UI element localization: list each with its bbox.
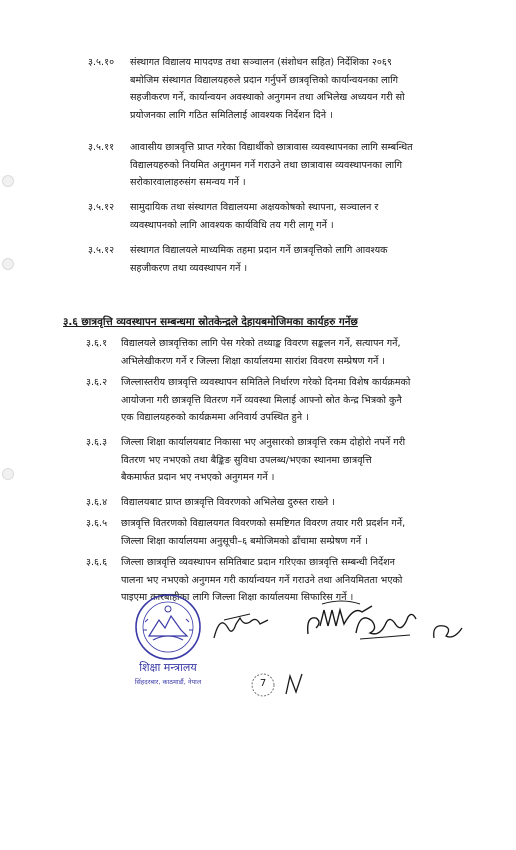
signature-1	[210, 604, 274, 646]
punch-hole	[2, 175, 14, 187]
clause-line: सामुदायिक तथा संस्थागत विद्यालयमा अक्षयकोषको स्थापना, सञ्चालन र	[130, 202, 379, 213]
clause-3-5-10	[88, 54, 500, 124]
clause-line: पाइएमा कारबाहीका लागि जिल्ला शिक्षा कार्यालयमा सिफारिस गर्ने ।	[121, 592, 354, 603]
clause-line: जिल्ला शिक्षा कार्यालयबाट निकासा भए अनुसारको छात्रवृत्ति रकम दोहोरो नपर्ने गरी	[121, 437, 406, 448]
clause-number: ३.६.३	[86, 437, 108, 448]
clause-number: ३.६.६	[86, 557, 108, 568]
clause-3-6-4	[86, 494, 500, 512]
clause-line: व्यवस्थापनको लागि आवश्यक कार्यविधि तय गरी लागू गर्ने ।	[130, 219, 334, 231]
clause-3-6-3	[86, 434, 500, 487]
page-number-badge	[248, 670, 278, 700]
clause-line: प्रयोजनका लागि गठित समितिलाई आवश्यक निर्देशन दिने ।	[130, 109, 333, 121]
clause-line: अभिलेखीकरण गर्ने र जिल्ला शिक्षा कार्यालयमा सारांश विवरण सम्प्रेषण गर्ने ।	[121, 355, 386, 367]
clause-line: जिल्ला शिक्षा कार्यालयमा अनुसूची–६ बमोजिमको ढाँचामा सम्प्रेषण गर्ने ।	[121, 535, 368, 547]
signature-3	[350, 603, 420, 647]
clause-line: आयोजना गरी छात्रवृत्ति वितरण गर्ने व्यवस्था मिलाई आफ्नो स्रोत केन्द्र भित्रको कुनै	[121, 394, 402, 406]
punch-hole	[2, 468, 14, 480]
clause-line: विद्यालयहरुको नियमित अनुगमन गर्ने गराउने तथा छात्रावास व्यवस्थापनका लागि	[130, 159, 403, 171]
ministry-emblem-icon	[131, 592, 205, 662]
clause-line: पालना भए नभएको अनुगमन गरी कार्यान्वयन गर्ने गराउने तथा अनियमितता भएको	[121, 574, 403, 586]
punch-hole	[2, 258, 14, 270]
clause-number: ३.६.५	[86, 518, 108, 529]
clause-line: जिल्ला छात्रवृत्ति व्यवस्थापन समितिबाट प्रदान गरिएका छात्रवृत्ति सम्बन्धी निर्देशन	[121, 557, 395, 568]
clause-line: सहजीकरण तथा व्यवस्थापन गर्ने ।	[130, 262, 248, 274]
clause-number: ३.६.४	[86, 497, 108, 508]
signature-4	[428, 616, 468, 646]
clause-number: ३.५.१०	[88, 57, 115, 68]
clause-line: छात्रवृत्ति वितरणको विद्यालयगत विवरणको समष्टिगत विवरण तयार गरी प्रदर्शन गर्ने,	[121, 518, 406, 529]
clause-number: ३.५.११	[88, 142, 115, 153]
clause-line: सहजीकरण गर्ने, कार्यान्वयन अवस्थाको अनुगमन तथा अभिलेख अध्ययन गरी सो	[130, 92, 405, 103]
clause-number: ३.५.१२	[88, 245, 115, 256]
clause-number: ३.५.१२	[88, 202, 115, 213]
clause-line: जिल्लास्तरीय छात्रवृत्ति व्यवस्थापन समितिले निर्धारण गरेको दिनमा विशेष कार्यक्रमको	[121, 377, 411, 388]
clause-line: आवासीय छात्रवृत्ति प्राप्त गरेका विद्यार्थीको छात्रावास व्यवस्थापनका लागि सम्बन्धित	[130, 142, 413, 153]
page-number: 7	[259, 678, 267, 689]
clause-3-5-12	[88, 199, 500, 234]
clause-line: एक विद्यालयहरुको कार्यक्रममा अनिवार्य उपस्थित हुने ।	[121, 412, 309, 423]
signature-5	[280, 668, 310, 700]
clause-line: बैकमार्फत प्रदान भए नभएको अनुगमन गर्ने ।	[121, 472, 275, 483]
clause-3-5-11	[88, 139, 500, 192]
clause-3-6-1	[86, 335, 500, 370]
clause-line: बमोजिम संस्थागत विद्यालयहरुले प्रदान गर्नुपर्ने छात्रवृत्तिको कार्यान्वयनका लागि	[130, 74, 399, 86]
seal-label: शिक्षा मन्त्रालय	[139, 661, 197, 674]
section-heading: ३.६ छात्रवृत्ति व्यवस्थापन सम्बन्धमा स्रोतकेन्द्रले देहायबमोजिमका कार्यहरु गर्नेछ	[63, 316, 358, 328]
clause-3-6-5	[86, 515, 500, 550]
clause-line: सरोकारवालाहरुसंग समन्वय गर्ने ।	[130, 177, 246, 188]
seal-sublabel: सिंहदरबार, काठमाडौं, नेपाल	[134, 678, 202, 686]
clause-number: ३.६.२	[86, 377, 108, 388]
clause-3-6-2	[86, 374, 500, 427]
clause-line: वितरण भए नभएको तथा बैङ्किङ सुविधा उपलब्ध/भएका स्थानमा छात्रवृत्ति	[121, 454, 372, 466]
clause-line: संस्थागत विद्यालय मापदण्ड तथा सञ्चालन (संशोधन सहित) निर्देशिका २०६९	[130, 57, 392, 68]
clause-line: विद्यालयबाट प्राप्त छात्रवृत्ति विवरणको अभिलेख दुरुस्त राख्ने ।	[121, 497, 335, 508]
clause-3-5-12b	[88, 242, 500, 277]
clause-line: विद्यालयले छात्रवृत्तिका लागि पेस गरेको तथ्याङ्क विवरण सङ्कलन गर्ने, सत्यापन गर्ने,	[121, 338, 401, 349]
clause-line: संस्थागत विद्यालयले माध्यमिक तहमा प्रदान गर्ने छात्रवृत्तिको लागि आवश्यक	[130, 245, 388, 256]
clause-number: ३.६.१	[86, 338, 108, 349]
